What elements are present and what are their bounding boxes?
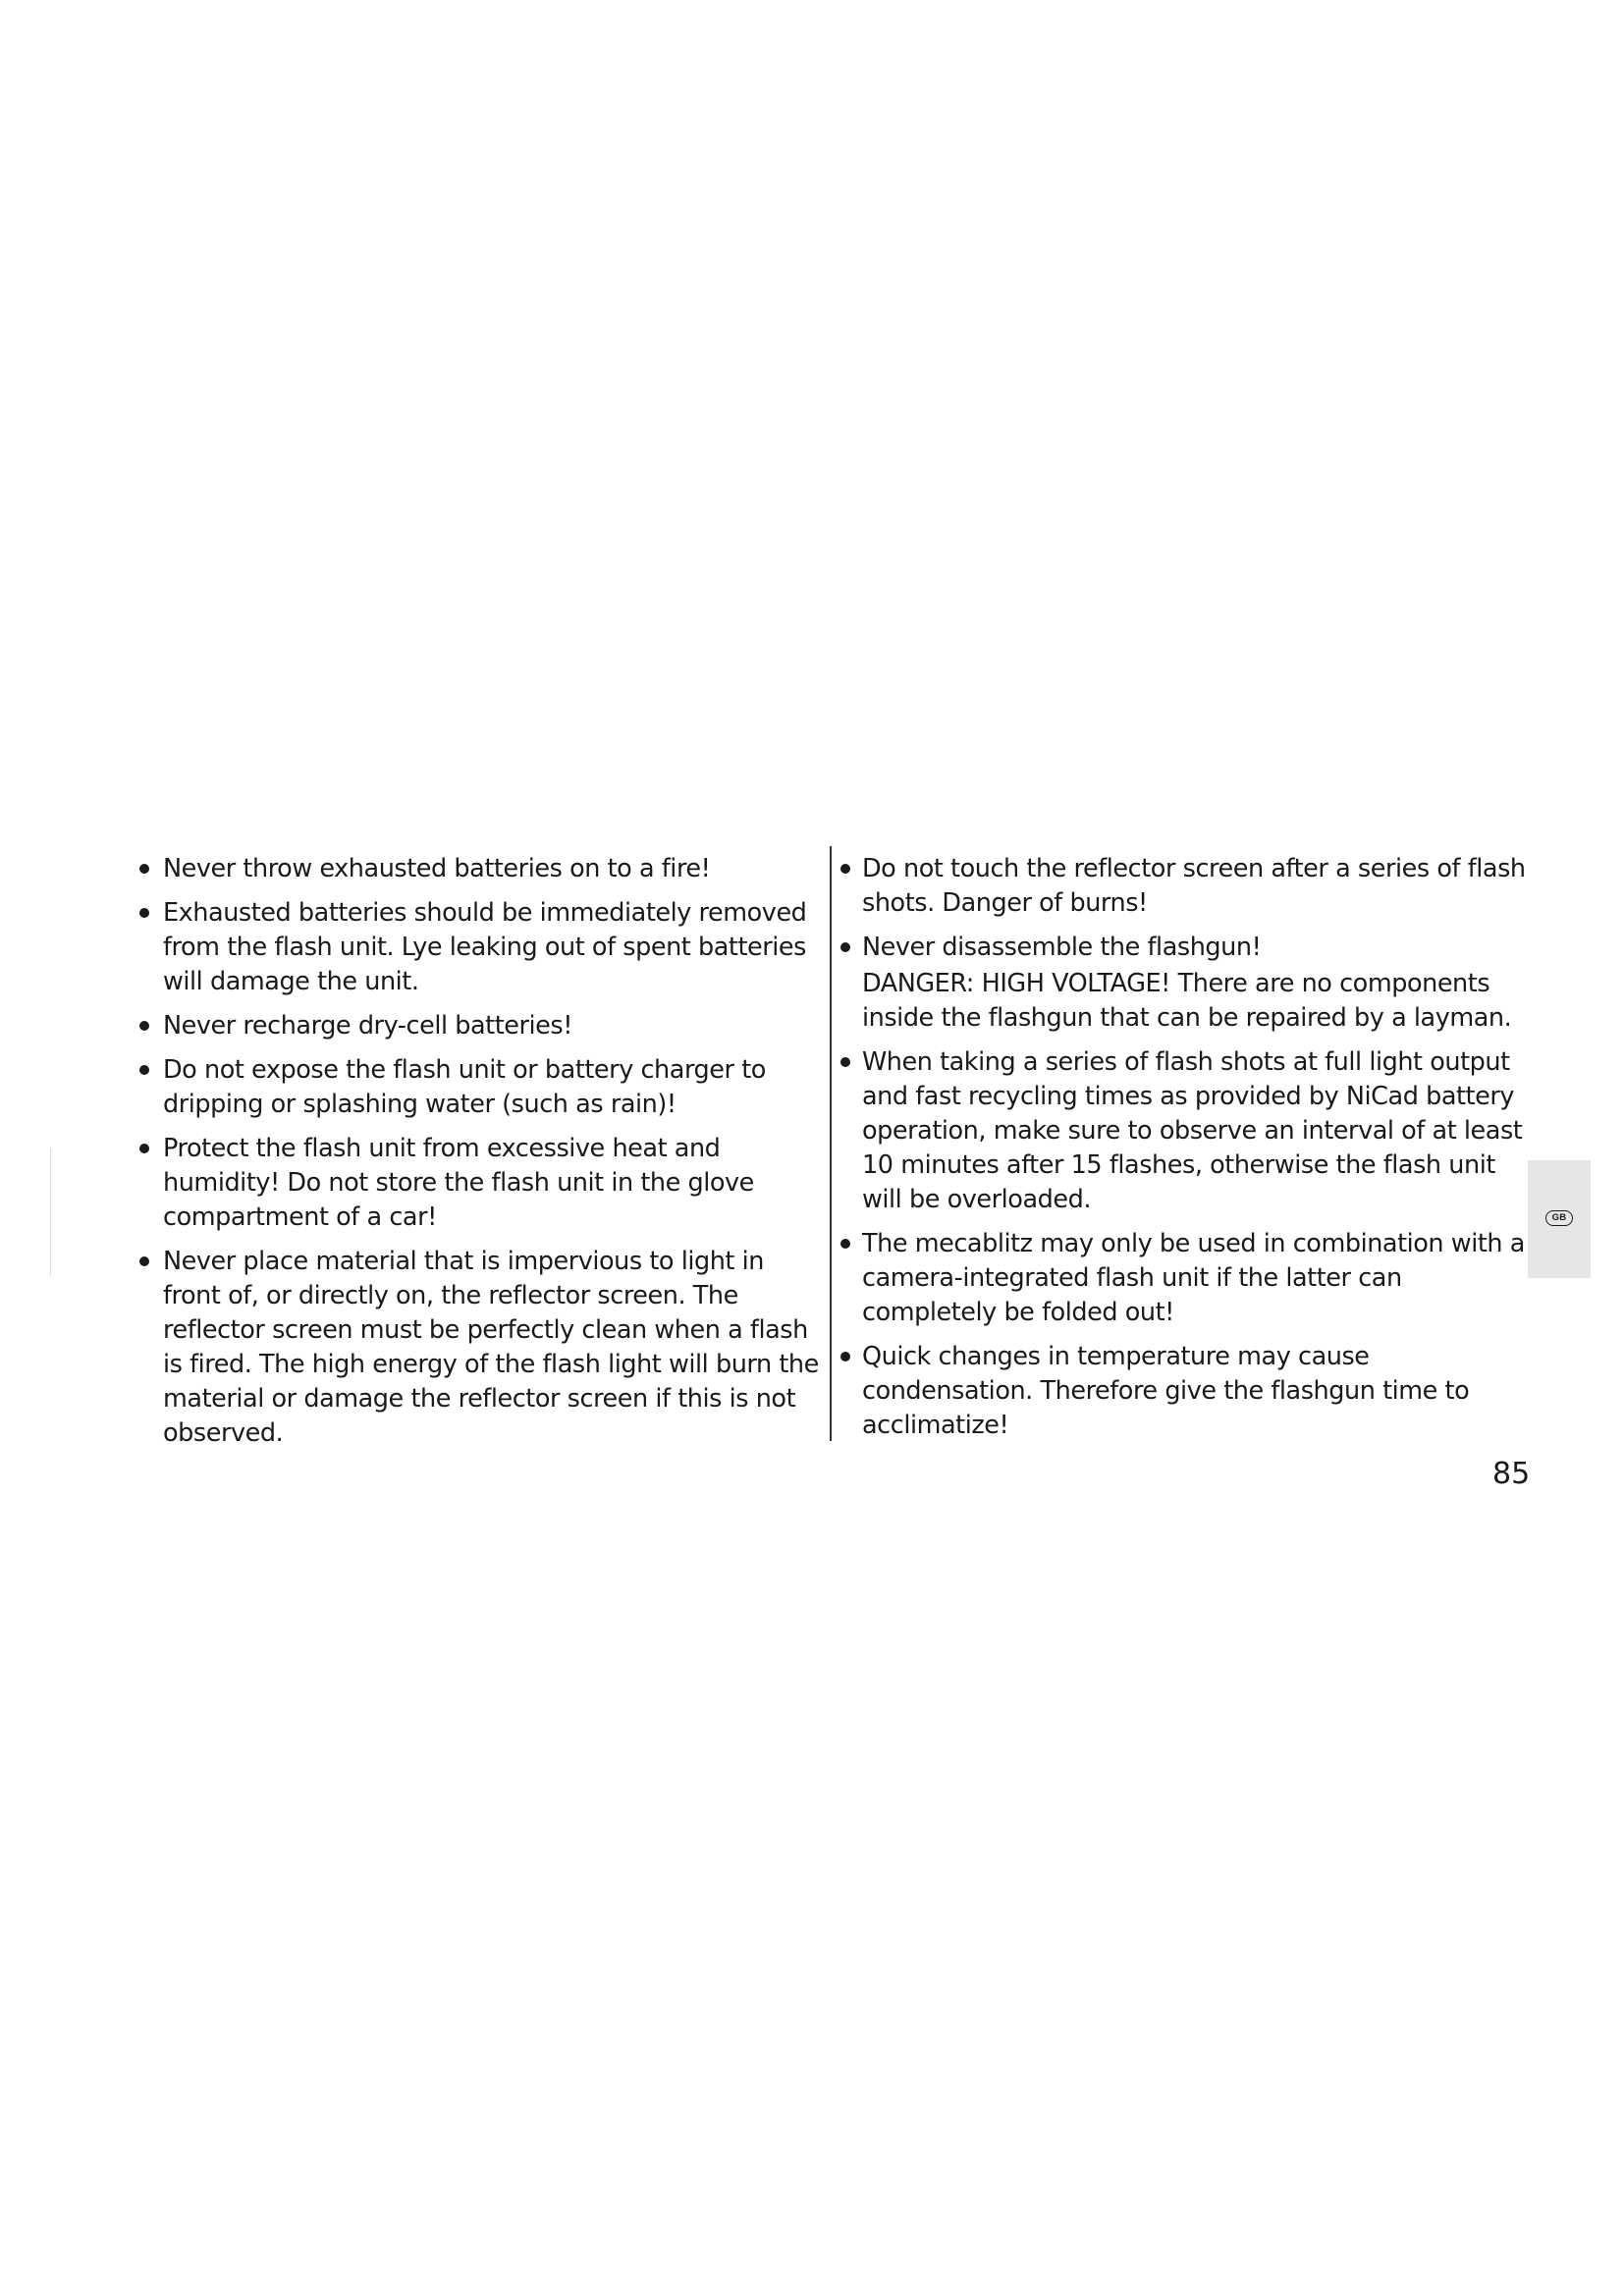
left-column xyxy=(137,852,825,1461)
list-item xyxy=(137,852,825,886)
language-badge: GB xyxy=(1545,1210,1573,1226)
bullet-icon xyxy=(840,942,850,952)
list-item-text: Exhausted batteries should be immediately removed from the flash unit. Lye leaking out of spent batteries will damage the unit. xyxy=(163,898,807,996)
bullet-icon xyxy=(139,1256,149,1266)
list-item-text: Protect the flash unit from excessive heat and humidity! Do not store the flash unit in the glove compartment of a car! xyxy=(163,1134,754,1232)
list-item xyxy=(137,896,825,999)
bullet-icon xyxy=(139,864,149,874)
column-divider xyxy=(830,846,832,1441)
danger-warning-text: DANGER: HIGH VOLTAGE! There are no components inside the flashgun that can be repaired by a layman. xyxy=(862,969,1512,1033)
list-item xyxy=(840,852,1528,921)
list-item xyxy=(840,1227,1528,1330)
margin-mark xyxy=(50,1148,51,1276)
list-item xyxy=(840,1045,1528,1217)
list-item-text: Quick changes in temperature may cause condensation. Therefore give the flashgun time to acclimatize! xyxy=(862,1342,1470,1440)
list-item xyxy=(137,1132,825,1235)
list-item-text: Never place material that is impervious to light in front of, or directly on, the reflector screen. The reflector screen must be perfectly clean when a flash is fired. The high energy of the flash light will burn the material or damage the reflector screen if this is not observed. xyxy=(163,1247,819,1448)
page-number: 85 xyxy=(1492,1457,1531,1491)
list-item-text: Do not touch the reflector screen after a series of flash shots. Danger of burns! xyxy=(862,854,1526,918)
language-tab xyxy=(1528,1160,1591,1278)
list-item-text: The mecablitz may only be used in combination with a camera-integrated flash unit if the latter can completely be folded out! xyxy=(862,1229,1525,1327)
list-item xyxy=(137,1009,825,1043)
list-item xyxy=(137,1245,825,1451)
list-item xyxy=(137,1053,825,1122)
bullet-icon xyxy=(139,1065,149,1075)
bullet-icon xyxy=(840,1239,850,1249)
right-column xyxy=(840,852,1528,1453)
left-bullet-list xyxy=(137,852,825,1451)
list-item-text: When taking a series of flash shots at full light output and fast recycling times as provided by NiCad battery operation, make sure to observe an interval of at least 10 minutes after 15 flashes, otherwise the flash unit will be overloaded. xyxy=(862,1047,1523,1214)
bullet-icon xyxy=(840,864,850,874)
bullet-icon xyxy=(139,908,149,918)
list-item xyxy=(840,1340,1528,1443)
right-bullet-list xyxy=(840,852,1528,1443)
list-item-text: Do not expose the flash unit or battery charger to dripping or splashing water (such as rain)! xyxy=(163,1055,766,1119)
list-item-text: Never recharge dry-cell batteries! xyxy=(163,1011,573,1041)
list-item-text: Never throw exhausted batteries on to a fire! xyxy=(163,854,711,883)
list-item-text: Never disassemble the flashgun! xyxy=(862,933,1262,962)
bullet-icon xyxy=(840,1352,850,1362)
bullet-icon xyxy=(139,1144,149,1153)
bullet-icon xyxy=(139,1021,149,1031)
list-item xyxy=(840,931,1528,1036)
bullet-icon xyxy=(840,1057,850,1067)
